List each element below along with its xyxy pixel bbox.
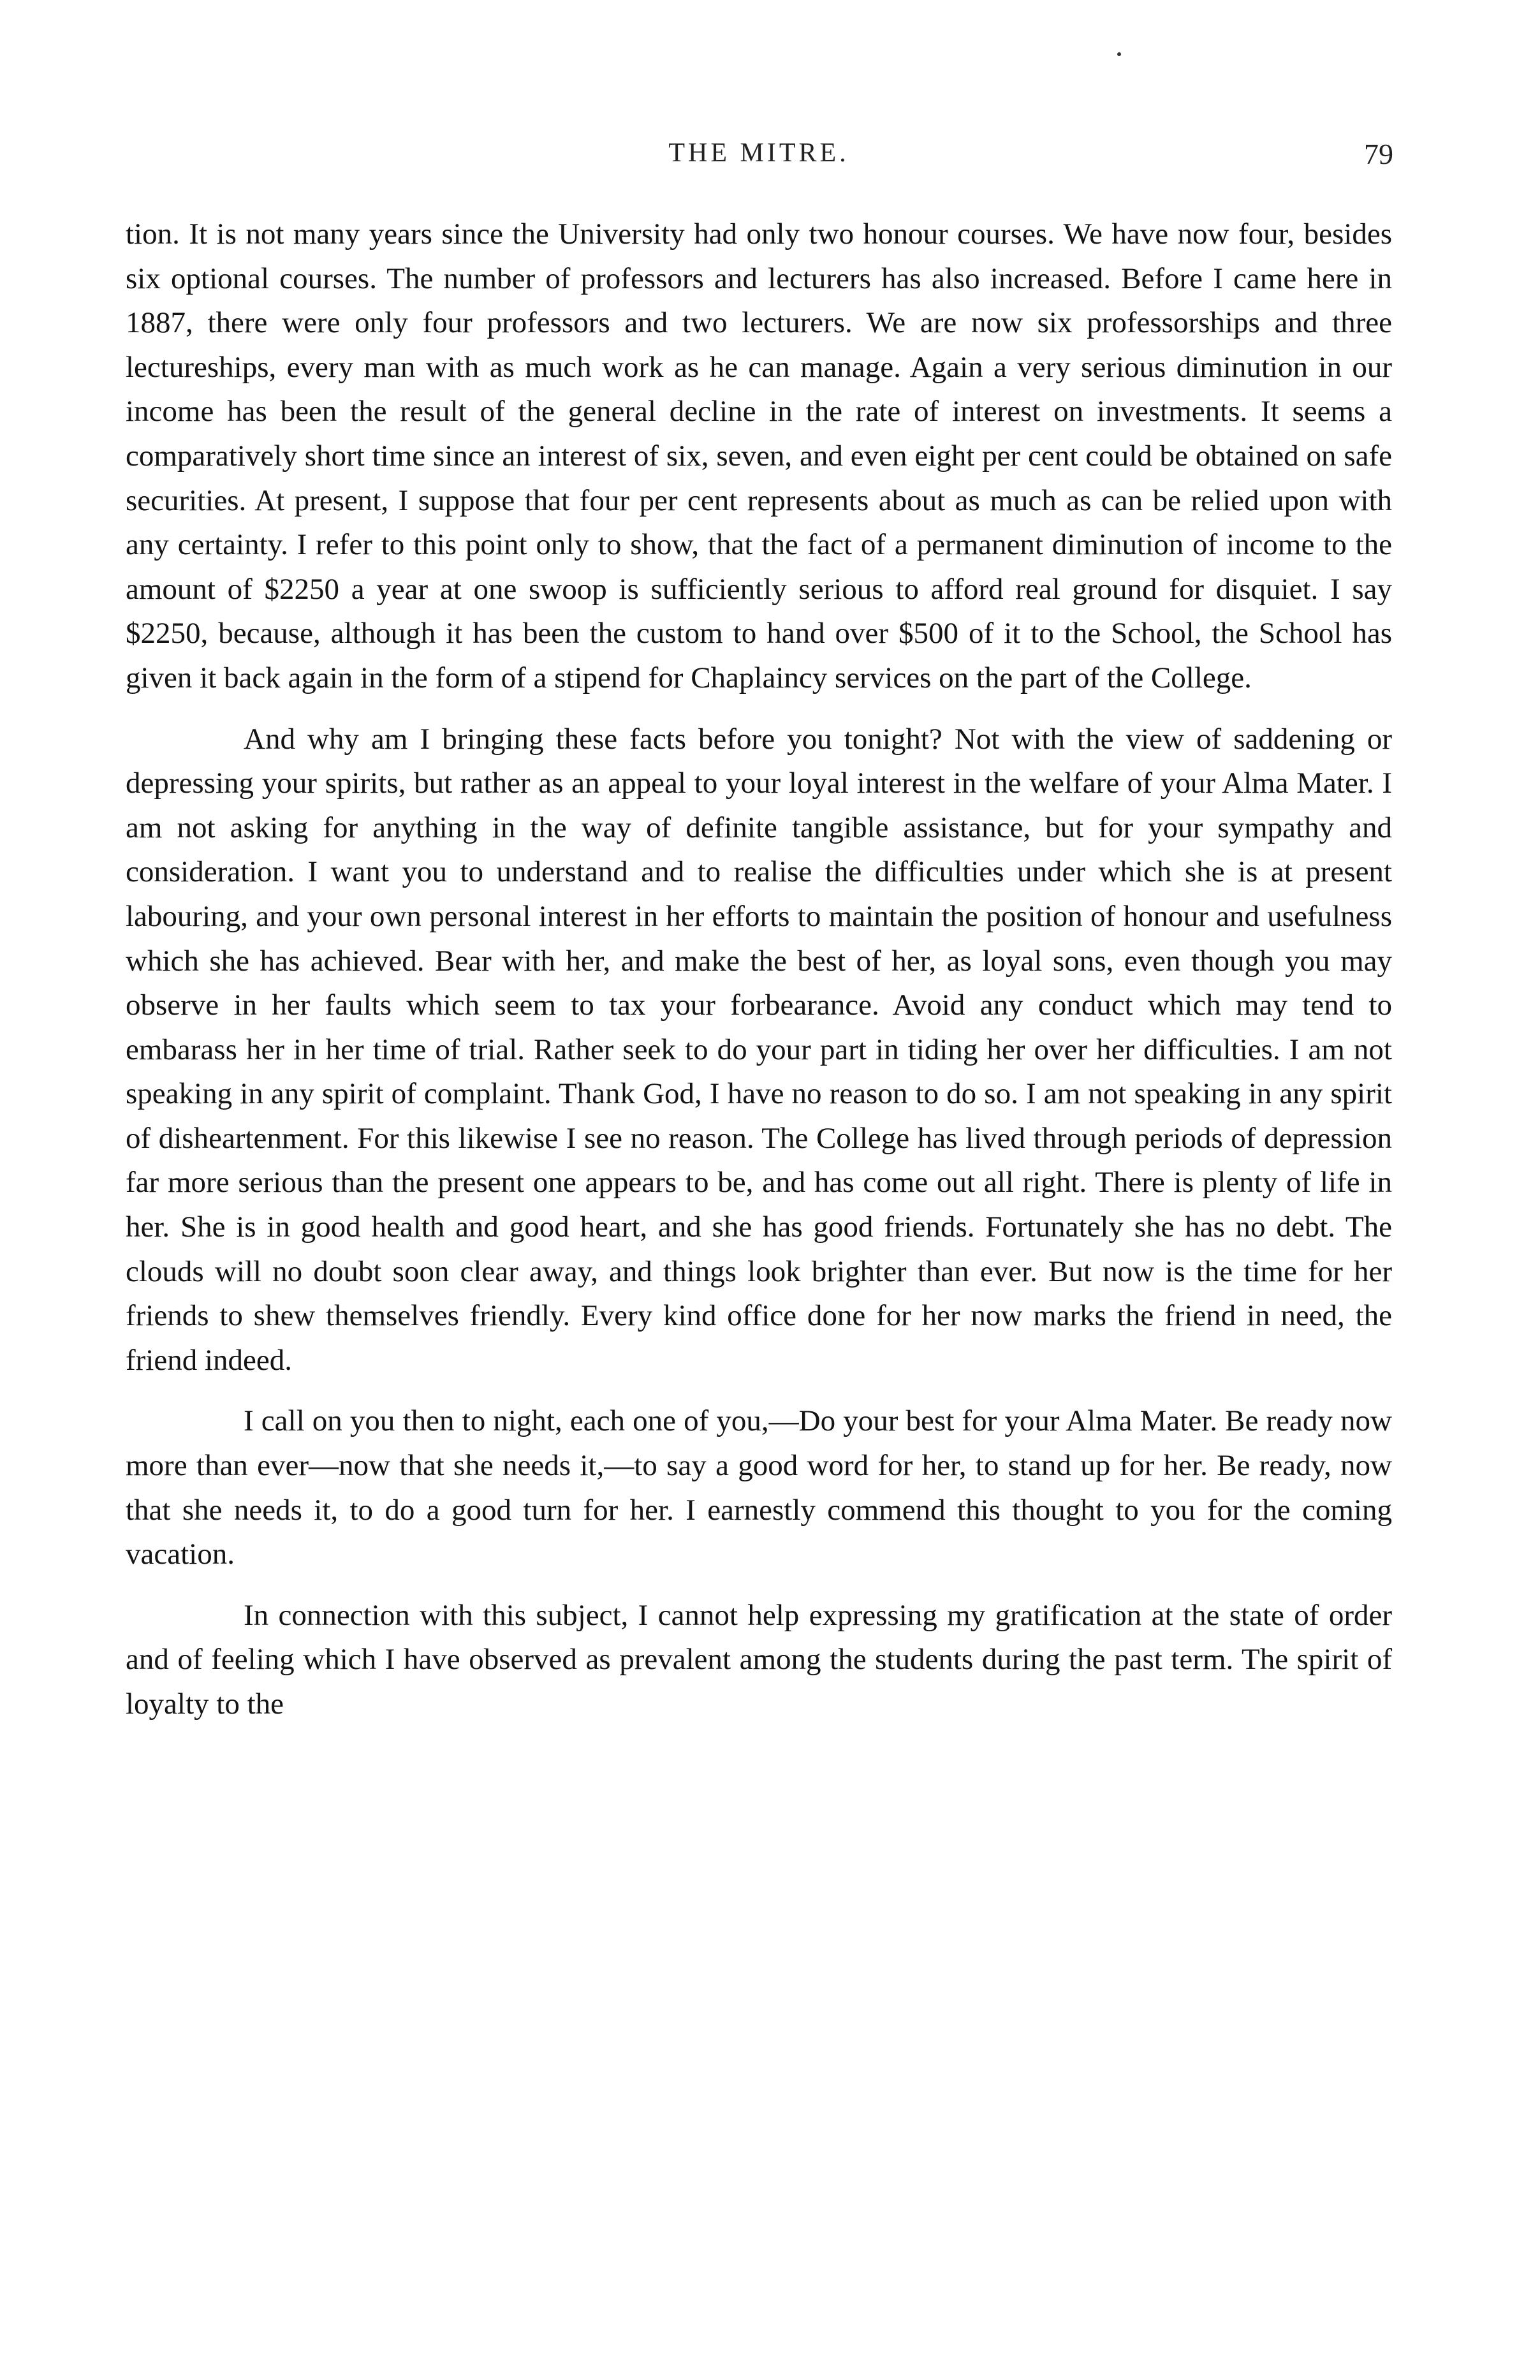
- page-number: 79: [1364, 138, 1393, 170]
- page-title: THE MITRE.: [668, 138, 849, 168]
- running-head: [124, 134, 1393, 179]
- paragraph-continued: tion. It is not many years since the University had only two honour courses. We have now four, besides six optional courses. The number of professors and lecturers has also increased. Before I came here in 1887, there were only four professors and two lecturers. We are now six professorships and three lectureships, every man with as much work as he can manage. Again a very serious diminution in our income has been the result of the general decline in the rate of interest on investments. It seems a comparatively short time since an interest of six, seven, and even eight per cent could be obtained on safe securities. At present, I suppose that four per cent represents about as much as can be relied upon with any certainty. I refer to this point only to show, that the fact of a permanent diminution of income to the amount of $2250 a year at one swoop is sufficiently serious to afford real ground for disquiet. I say $2250, because, although it has been the custom to hand over $500 of it to the School, the School has given it back again in the form of a stipend for Chaplaincy services on the part of the College.: [126, 217, 1392, 694]
- ink-speck: [1117, 52, 1121, 56]
- paragraph-appeal: And why am I bringing these facts before you tonight? Not with the view of saddening or depressing your spirits, but rather as an appeal to your loyal interest in the welfare of your Alma Mater. I am not asking for anything in the way of definite tangible assistance, but for your sympathy and consideration. I want you to understand and to realise the difficulties under which she is at present labouring, and your own personal interest in her efforts to maintain the position of honour and usefulness which she has achieved. Bear with her, and make the best of her, as loyal sons, even though you may observe in her faults which seem to tax your forbearance. Avoid any conduct which may tend to embarass her in her time of trial. Rather seek to do your part in tiding her over her difficulties. I am not speaking in any spirit of complaint. Thank God, I have no reason to do so. I am not speaking in any spirit of disheartenment. For this likewise I see no reason. The College has lived through periods of depression far more serious than the present one appears to be, and has come out all right. There is plenty of life in her. She is in good health and good heart, and she has good friends. Fortunately she has no debt. The clouds will no doubt soon clear away, and things look brighter than ever. But now is the time for her friends to shew themselves friendly. Every kind office done for her now marks the friend in need, the friend indeed.: [126, 722, 1392, 1377]
- paragraph-call-to-action: I call on you then to night, each one of you,—Do your best for your Alma Mater. Be ready now more than ever—now that she needs it,—to say a good word for her, to stand up for her. Be ready, now that she needs it, to do a good turn for her. I earnestly commend this thought to you for the coming vacation.: [126, 1404, 1392, 1571]
- paragraph-students: In connection with this subject, I cannot help expressing my gratification at the state of order and of feeling which I have observed as prevalent among the students during the past term. The spirit of loyalty to the: [126, 1598, 1392, 1721]
- body-text: [126, 212, 1392, 1727]
